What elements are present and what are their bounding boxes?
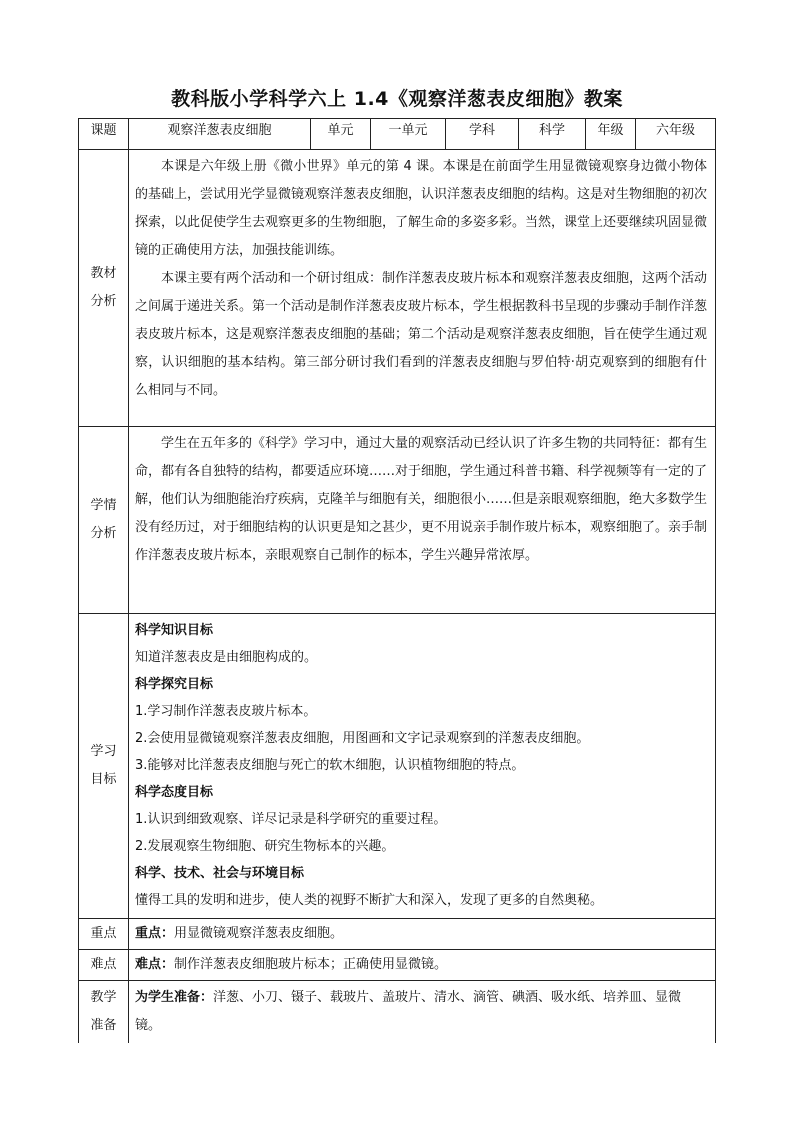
key-point-content: [129, 919, 716, 950]
learning-goals-row: [79, 614, 716, 919]
topic-value: 观察洋葱表皮细胞: [129, 119, 311, 150]
material-paragraph-1: 本课是六年级上册《微小世界》单元的第 4 课。本课是在前面学生用显微镜观察身边微小物体的基础上，尝试用光学显微镜观察洋葱表皮细胞，认识洋葱表皮细胞的结构。这是对生物细胞的初次探索，以此促使学生去观察更多的生物细胞，了解生命的多姿多彩。当然，课堂上还要继续巩固显微镜的正确使用方法，加强技能训练。: [135, 159, 708, 258]
goal-inquiry-3: 3.能够对比洋葱表皮细胞与死亡的软木细胞，认识植物细胞的特点。: [135, 758, 525, 773]
preparation-text: 洋葱、小刀、镊子、载玻片、盖玻片、清水、滴管、碘酒、吸水纸、培养皿、显微镜。: [135, 990, 682, 1033]
subject-value: 科学: [519, 119, 586, 150]
goal-heading-stse: 科学、技术、社会与环境目标: [135, 866, 305, 881]
learning-goals-content: [129, 614, 716, 919]
goal-inquiry-1: 1.学习制作洋葱表皮玻片标本。: [135, 704, 317, 719]
preparation-row: [79, 981, 716, 1044]
key-point-text: 用显微镜观察洋葱表皮细胞。: [174, 926, 344, 941]
material-paragraph-2: 本课主要有两个活动和一个研讨组成：制作洋葱表皮玻片标本和观察洋葱表皮细胞，这两个活动之间属于递进关系。第一个活动是制作洋葱表皮玻片标本，学生根据教科书呈现的步骤动手制作洋葱表皮玻片标本，这是观察洋葱表皮细胞的基础；第二个活动是观察洋葱表皮细胞，旨在使学生通过观察，认识细胞的基本结构。第三部分研讨我们看到的洋葱表皮细胞与罗伯特·胡克观察到的细胞有什么相同与不同。: [135, 271, 708, 398]
topic-label: 课题: [79, 119, 129, 150]
learning-goals-label: 学习 目标: [79, 614, 129, 919]
preparation-content: [129, 981, 716, 1044]
goal-stse-1: 懂得工具的发明和进步，使人类的视野不断扩大和深入，发现了更多的自然奥秘。: [135, 893, 604, 908]
material-analysis-label: 教材 分析: [79, 150, 129, 427]
lesson-plan-table: [78, 118, 716, 1043]
goal-inquiry-2: 2.会使用显微镜观察洋葱表皮细胞，用图画和文字记录观察到的洋葱表皮细胞。: [135, 731, 590, 746]
key-point-row: [79, 919, 716, 950]
unit-label: 单元: [311, 119, 371, 150]
goal-attitude-1: 1.认识到细致观察、详尽记录是科学研究的重要过程。: [135, 812, 447, 827]
student-paragraph: 学生在五年多的《科学》学习中，通过大量的观察活动已经认识了许多生物的共同特征：都有生命，都有各自独特的结构，都要适应环境……对于细胞，学生通过科普书籍、科学视频等有一定的了解，他们认为细胞能治疗疾病，克隆羊与细胞有关，细胞很小……但是亲眼观察细胞，绝大多数学生没有经历过，对于细胞结构的认识更是知之甚少，更不用说亲手制作玻片标本，观察细胞了。亲手制作洋葱表皮玻片标本，亲眼观察自己制作的标本，学生兴趣异常浓厚。: [135, 436, 708, 563]
preparation-label: 教学 准备: [79, 981, 129, 1044]
header-row: [79, 119, 716, 150]
difficulty-label: 难点: [79, 950, 129, 981]
grade-label: 年级: [586, 119, 636, 150]
difficulty-row: [79, 950, 716, 981]
subject-label: 学科: [446, 119, 519, 150]
student-analysis-label: 学情 分析: [79, 427, 129, 614]
unit-value: 一单元: [371, 119, 446, 150]
difficulty-prefix: 难点：: [135, 957, 175, 972]
student-analysis-row: [79, 427, 716, 614]
key-point-prefix: 重点：: [135, 926, 175, 941]
goal-heading-inquiry: 科学探究目标: [135, 677, 214, 692]
student-analysis-content: [129, 427, 716, 614]
material-analysis-content: [129, 150, 716, 427]
goal-attitude-2: 2.发展观察生物细胞、研究生物标本的兴趣。: [135, 839, 395, 854]
grade-value: 六年级: [636, 119, 716, 150]
material-analysis-row: [79, 150, 716, 427]
goal-heading-attitude: 科学态度目标: [135, 785, 214, 800]
key-point-label: 重点: [79, 919, 129, 950]
goal-heading-knowledge: 科学知识目标: [135, 623, 214, 638]
document-title: 教科版小学科学六上 1.4《观察洋葱表皮细胞》教案: [171, 88, 623, 110]
goal-knowledge-1: 知道洋葱表皮是由细胞构成的。: [135, 650, 318, 665]
difficulty-text: 制作洋葱表皮细胞玻片标本；正确使用显微镜。: [174, 957, 448, 972]
preparation-prefix: 为学生准备：: [135, 990, 214, 1005]
difficulty-content: [129, 950, 716, 981]
